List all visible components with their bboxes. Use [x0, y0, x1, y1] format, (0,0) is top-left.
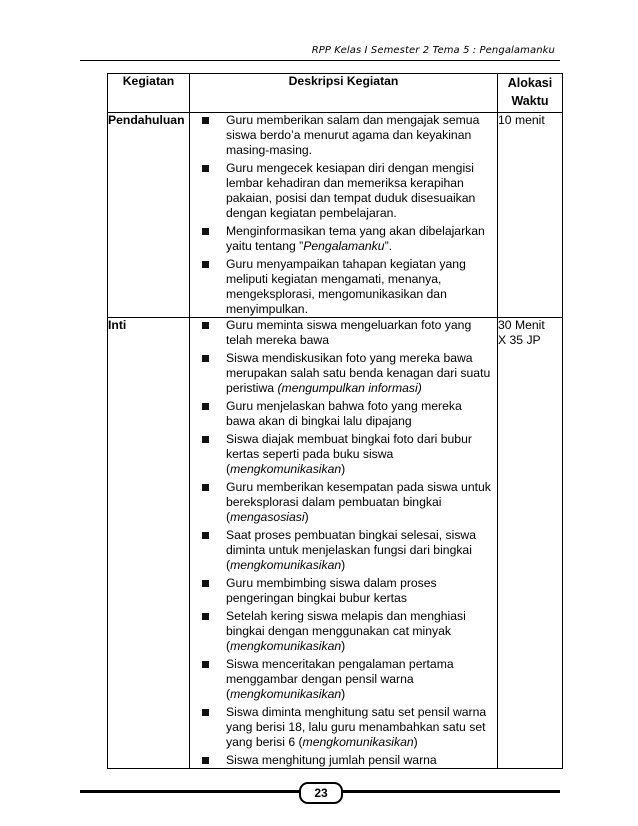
alokasi-line1: 30 Menit — [498, 318, 545, 332]
list-item — [190, 318, 497, 348]
activity-text: Setelah kering siswa melapis dan menghiasi bingkai dengan menggunakan cat minyak ( — [226, 609, 466, 653]
alokasi-cell — [498, 318, 563, 769]
activity-text: Guru memberikan kesempatan pada siswa untuk bereksplorasi dalam pembuatan bingkai ( — [226, 480, 491, 524]
activity-text-italic: mengkomunikasikan — [230, 462, 342, 476]
activity-list — [190, 318, 497, 768]
square-bullet-icon — [202, 165, 209, 172]
list-item — [190, 480, 497, 525]
activity-text: Siswa menghitung jumlah pensil warna — [226, 753, 437, 767]
list-item — [190, 432, 497, 477]
square-bullet-icon — [202, 580, 209, 587]
activity-list — [190, 113, 497, 317]
alokasi-cell — [498, 113, 563, 318]
header-alokasi-line2: Waktu — [511, 94, 549, 108]
activity-text: Guru meminta siswa mengeluarkan foto yang telah mereka bawa — [226, 318, 472, 347]
square-bullet-icon — [202, 613, 209, 620]
activity-text-italic: mengkomunikasikan — [302, 735, 414, 749]
list-item — [190, 161, 497, 221]
square-bullet-icon — [202, 322, 209, 329]
list-item — [190, 257, 497, 317]
header-alokasi — [498, 74, 563, 113]
list-item — [190, 528, 497, 573]
kegiatan-cell: Pendahuluan — [108, 113, 190, 318]
list-item — [190, 609, 497, 654]
alokasi-line2: X 35 JP — [498, 333, 541, 347]
activity-text: ”. — [384, 239, 393, 253]
activity-text: Saat proses pembuatan bingkai selesai, siswa diminta untuk menjelaskan fungsi dari bingkai ( — [226, 528, 476, 572]
deskripsi-cell — [190, 113, 498, 318]
activity-text: Siswa diminta menghitung satu set pensil warna yang berisi 18, lalu guru menambahkan satu set yang berisi 6 ( — [226, 705, 487, 749]
table-header-row — [108, 74, 563, 113]
header-rule — [80, 60, 560, 61]
square-bullet-icon — [202, 403, 209, 410]
activity-text: ) — [341, 462, 346, 476]
square-bullet-icon — [202, 117, 209, 124]
header-kegiatan: Kegiatan — [108, 74, 190, 113]
square-bullet-icon — [202, 661, 209, 668]
list-item — [190, 705, 497, 750]
table-row — [108, 113, 563, 318]
activity-text: Guru membimbing siswa dalam proses pengeringan bingkai bubur kertas — [226, 576, 437, 605]
activity-text: ) — [413, 735, 418, 749]
page-number: 23 — [299, 782, 343, 804]
square-bullet-icon — [202, 532, 209, 539]
activity-text: Siswa mendiskusikan foto yang mereka bawa merupakan salah satu benda kenagan dari suatu peristiwa — [226, 351, 491, 395]
activity-text: ) — [341, 687, 346, 701]
square-bullet-icon — [202, 228, 209, 235]
alokasi-line1: 10 menit — [498, 113, 545, 127]
running-header: RPP Kelas I Semester 2 Tema 5 : Pengalamanku — [311, 45, 555, 56]
header-deskripsi: Deskripsi Kegiatan — [190, 74, 498, 113]
square-bullet-icon — [202, 709, 209, 716]
square-bullet-icon — [202, 484, 209, 491]
activity-text: Guru mengecek kesiapan diri dengan mengisi lembar kehadiran dan memeriksa kerapihan pakaian, posisi dan tempat duduk disesuaikan dengan kegiatan pembelajaran. — [226, 161, 476, 220]
activity-text: ) — [341, 639, 346, 653]
activity-text: Guru menyampaikan tahapan kegiatan yang meliputi kegiatan mengamati, menanya, mengeksplorasi, mengomunikasikan dan menyimpulkan. — [226, 257, 466, 316]
activity-table — [107, 73, 563, 769]
square-bullet-icon — [202, 261, 209, 268]
square-bullet-icon — [202, 436, 209, 443]
activity-text: Guru memberikan salam dan mengajak semua siswa berdo’a menurut agama dan keyakinan masing-masing. — [226, 113, 480, 157]
activity-text-italic: mengasosiasi — [230, 510, 305, 524]
activity-text-italic: (mengumpulkan informasi) — [277, 381, 422, 395]
activity-text: ) — [341, 558, 346, 572]
header-alokasi-line1: Alokasi — [507, 76, 553, 90]
activity-text-italic: mengkomunikasikan — [230, 639, 342, 653]
activity-text: Guru menjelaskan bahwa foto yang mereka bawa akan di bingkai lalu dipajang — [226, 399, 462, 428]
list-item — [190, 657, 497, 702]
list-item — [190, 224, 497, 254]
activity-text: ) — [304, 510, 309, 524]
table-row — [108, 318, 563, 769]
activity-text: Siswa menceritakan pengalaman pertama menggambar dengan pensil warna ( — [226, 657, 454, 701]
activity-text-italic: Pengalamanku — [303, 239, 385, 253]
list-item — [190, 576, 497, 606]
activity-text-italic: mengkomunikasikan — [230, 687, 342, 701]
list-item — [190, 753, 497, 768]
deskripsi-cell — [190, 318, 498, 769]
list-item — [190, 399, 497, 429]
square-bullet-icon — [202, 355, 209, 362]
list-item — [190, 351, 497, 396]
kegiatan-cell: Inti — [108, 318, 190, 769]
list-item — [190, 113, 497, 158]
activity-text: Menginformasikan tema yang akan dibelajarkan yaitu tentang ” — [226, 224, 485, 253]
activity-text: Siswa diajak membuat bingkai foto dari bubur kertas seperti pada buku siswa ( — [226, 432, 472, 476]
activity-text-italic: mengkomunikasikan — [230, 558, 342, 572]
square-bullet-icon — [202, 757, 209, 764]
